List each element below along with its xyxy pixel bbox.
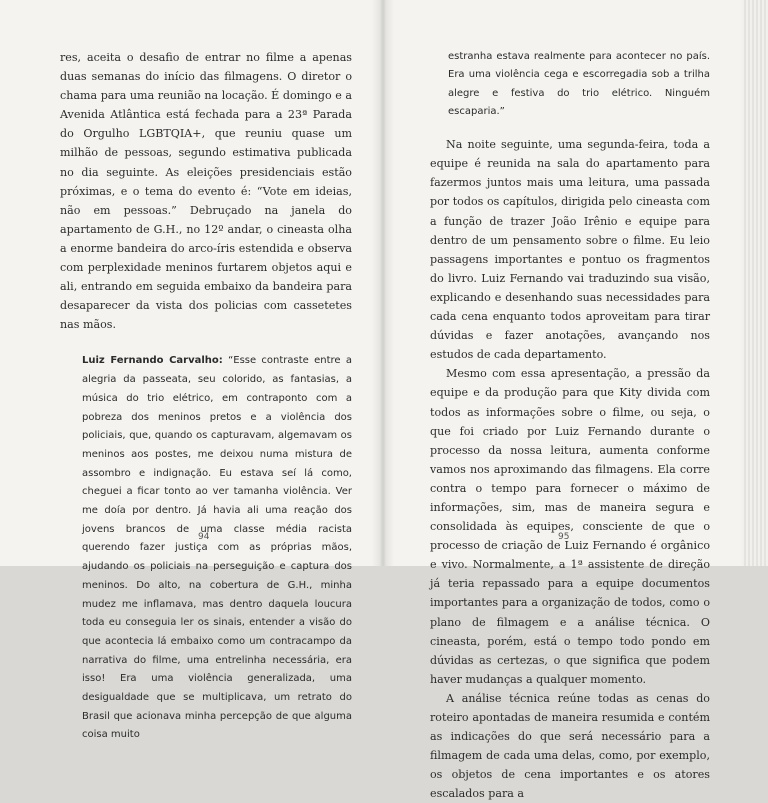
left-paragraph-1: res, aceita o desafio de entrar no filme a apenas duas semanas do início das filmagens. O diretor o chama para uma reunião na locação. É domingo e a Avenida Atlântica está fechada para a 23ª Parada do Orgulho LGBTQIA+, que reuniu quase um milhão de pessoas, segundo estimativa publicada no dia seguinte. As eleições presidenciais estão próximas, e o tema do evento é: “Vote em ideias, não em pessoas.” Debruçado na janela do apartamento de G.H., no 12º andar, o cineasta olha a enorme bandeira do arco-íris estendida e observa com perplexidade meninos furtarem objetos aqui e ali, entrando em seguida embaixo da bandeira para desaparecer da vista dos policias com cassetetes nas mãos. [60, 51, 352, 332]
quote-speaker: Luiz Fernando Carvalho: [82, 355, 223, 367]
quote-continuation-text: estranha estava realmente para acontecer no país. Era uma violência cega e escorregadia sob a trilha alegre e festiva do trio elétrico. Ninguém escaparia.” [448, 51, 710, 117]
right-paragraph-1: Na noite seguinte, uma segunda-feira, toda a equipe é reunida na sala do apartamento para fazermos juntos mais uma leitura, uma passada por todos os capítulos, dirigida pelo cineasta com a função de trazer João Irênio e equipe para dentro de um pensamento sobre o filme. Eu leio passagens importantes e pontuo os fragmentos do livro. Luiz Fernando vai traduzindo sua visão, explicando e desenhando suas necessidades para cada cena enquanto todos aproveitam para tirar dúvidas e fazer anotações, avançando nos estudos de cada departamento. [430, 138, 710, 362]
quote-continuation [430, 48, 710, 121]
page-number-right: 95 [558, 532, 570, 542]
quote-text: “Esse contraste entre a alegria da passeata, seu colorido, as fantasias, a música do trio elétrico, em contraponto com a pobreza dos meninos pretos e a violência dos policiais, que, quando os capturavam, algemavam os meninos aos postes, me deixou numa mistura de assombro e indignação. Eu estava seí lá como, cheguei a ficar tonto ao ver tamanha violência. Ver me doía por dentro. Já havia ali uma reação dos jovens brancos de uma classe média racista querendo fazer justiça com as próprias mãos, ajudando os policiais na perseguição e captura dos meninos. Do alto, na cobertura de G.H., minha mudez me inflamava, mas dentro daquela loucura toda eu conseguia ler os sinais, entender a visão do que acontecia lá embaixo como um contracampo da narrativa do filme, uma entrelinha necessária, era isso! Era uma violência generalizada, uma desigualdade que se multiplicava, um retrato do Brasil que acionava minha percepção de que alguma coisa muito [82, 355, 352, 741]
interview-quote [82, 352, 352, 745]
right-paragraph-2: Mesmo com essa apresentação, a pressão da equipe e da produção para que Kity divida com todos as informações sobre o filme, ou seja, o que foi criado por Luiz Fernando durante o processo da nossa leitura, aumenta conforme vamos nos aproximando das filmagens. Ela corre contra o tempo para fornecer o máximo de informações, sim, mas de maneira segura e consolidada às equipes, consciente de que o processo de criação de Luiz Fernando é orgânico e vivo. Normalmente, a 1ª assistente de direção já teria repassado para a equipe documentos importantes para a organização de todos, como o plano de filmagem e a análise técnica. O cineasta, porém, está o tempo todo pondo em dúvidas as certezas, o que significa que podem haver mudanças a qualquer momento. [430, 367, 710, 686]
right-paragraph-3: A análise técnica reúne todas as cenas do roteiro apontadas de maneira resumida e contém as indicações do que será necessário para a filmagem de cada uma delas, como, por exemplo, os objetos de cena importantes e os atores escalados para a [430, 691, 710, 801]
right-page [430, 0, 710, 801]
left-page [60, 0, 352, 741]
page-number-left: 94 [198, 532, 210, 542]
book-gutter [372, 0, 394, 566]
page-edges [742, 0, 768, 566]
